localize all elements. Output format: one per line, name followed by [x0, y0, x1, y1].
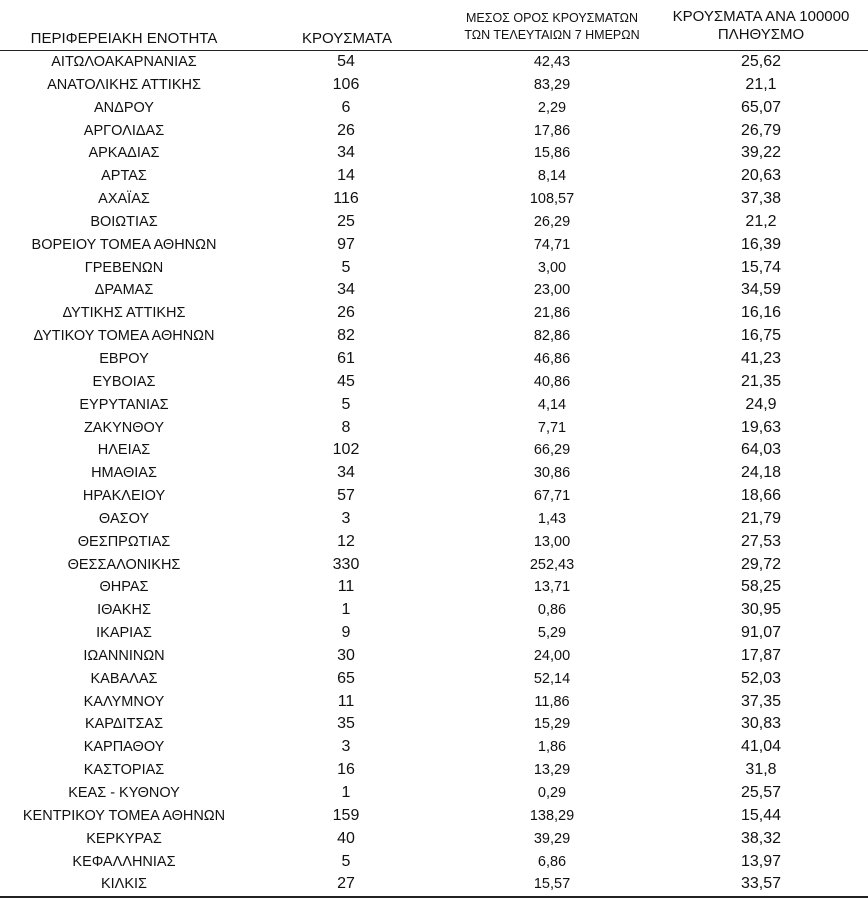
table-row — [0, 257, 868, 280]
row-cases-per-100000-cell: 52,03 — [740, 669, 782, 687]
row-cases-cell: 14 — [337, 167, 355, 185]
row-seven-day-average-cell: 7,71 — [537, 419, 567, 436]
table-row — [0, 211, 868, 234]
table-row — [0, 576, 868, 599]
row-seven-day-average-cell: 26,29 — [533, 213, 571, 230]
row-cases-per-100000-cell: 24,18 — [740, 464, 782, 482]
row-region-cell: ΒΟΡΕΙΟΥ ΤΟΜΕΑ ΑΘΗΝΩΝ — [31, 236, 217, 253]
row-region-cell: ΕΥΒΟΙΑΣ — [92, 373, 156, 390]
row-region-cell: ΖΑΚΥΝΘΟΥ — [83, 419, 165, 436]
row-cases-cell: 25 — [337, 212, 355, 230]
row-region-cell: ΕΥΡΥΤΑΝΙΑΣ — [79, 396, 169, 413]
row-seven-day-average-cell: 15,29 — [533, 716, 571, 733]
row-cases-cell: 106 — [332, 75, 360, 93]
row-cases-per-100000-cell: 16,39 — [740, 235, 782, 253]
row-seven-day-average-cell: 30,86 — [533, 465, 571, 482]
table-row — [0, 439, 868, 462]
row-region-cell: ΙΘΑΚΗΣ — [97, 602, 151, 619]
row-region-cell: ΙΚΑΡΙΑΣ — [96, 625, 152, 642]
row-cases-per-100000-cell: 91,07 — [740, 624, 782, 642]
row-region-cell: ΔΡΑΜΑΣ — [94, 282, 154, 299]
table-row — [0, 188, 868, 211]
row-cases-cell: 97 — [337, 235, 355, 253]
table-row — [0, 74, 868, 97]
table-row — [0, 485, 868, 508]
row-cases-cell: 5 — [341, 852, 351, 870]
header-per-line-1: ΚΡΟΥΣΜΑΤΑ ΑΝΑ 100000 — [672, 8, 850, 25]
table-row — [0, 782, 868, 805]
row-cases-cell: 9 — [341, 624, 351, 642]
row-cases-per-100000-cell: 15,44 — [740, 806, 782, 824]
row-seven-day-average-cell: 1,86 — [537, 739, 567, 756]
row-seven-day-average-cell: 15,86 — [533, 145, 571, 162]
row-region-cell: ΘΗΡΑΣ — [99, 579, 149, 596]
table-row — [0, 531, 868, 554]
table-row — [0, 51, 868, 74]
row-cases-cell: 5 — [341, 258, 351, 276]
row-region-cell: ΚΕΝΤΡΙΚΟΥ ΤΟΜΕΑ ΑΘΗΝΩΝ — [22, 807, 226, 824]
row-cases-per-100000-cell: 39,22 — [740, 144, 782, 162]
row-seven-day-average-cell: 0,86 — [537, 602, 567, 619]
row-cases-per-100000-cell: 27,53 — [740, 532, 782, 550]
row-region-cell: ΔΥΤΙΚΟΥ ΤΟΜΕΑ ΑΘΗΝΩΝ — [33, 328, 215, 345]
row-cases-per-100000-cell: 30,83 — [740, 715, 782, 733]
row-region-cell: ΑΝΑΤΟΛΙΚΗΣ ΑΤΤΙΚΗΣ — [47, 76, 201, 93]
row-seven-day-average-cell: 66,29 — [533, 442, 571, 459]
row-cases-cell: 34 — [337, 144, 355, 162]
row-cases-per-100000-cell: 31,8 — [745, 761, 777, 779]
table-row — [0, 736, 868, 759]
row-region-cell: ΚΑΡΔΙΤΣΑΣ — [84, 716, 164, 733]
row-cases-per-100000-cell: 20,63 — [740, 167, 782, 185]
table-row — [0, 668, 868, 691]
table-row — [0, 234, 868, 257]
row-region-cell: ΓΡΕΒΕΝΩΝ — [84, 259, 164, 276]
row-region-cell: ΚΑΡΠΑΘΟΥ — [83, 739, 165, 756]
table-row — [0, 371, 868, 394]
row-region-cell: ΗΛΕΙΑΣ — [97, 442, 151, 459]
row-cases-per-100000-cell: 26,79 — [740, 121, 782, 139]
row-region-cell: ΗΜΑΘΙΑΣ — [91, 465, 157, 482]
row-seven-day-average-cell: 0,29 — [537, 785, 567, 801]
row-seven-day-average-cell: 40,86 — [533, 373, 571, 390]
table-row — [0, 873, 868, 896]
row-seven-day-average-cell: 1,43 — [537, 510, 567, 527]
row-cases-per-100000-cell: 15,74 — [740, 258, 782, 276]
table-row — [0, 97, 868, 120]
row-cases-per-100000-cell: 33,57 — [740, 875, 782, 893]
row-cases-per-100000-cell: 25,57 — [740, 784, 782, 801]
table-row — [0, 142, 868, 165]
row-seven-day-average-cell: 52,14 — [533, 670, 571, 687]
row-cases-cell: 116 — [333, 190, 359, 208]
table-bottom-border — [0, 896, 868, 898]
table-row — [0, 713, 868, 736]
row-cases-per-100000-cell: 16,16 — [740, 304, 782, 322]
row-cases-per-100000-cell: 17,87 — [740, 646, 782, 664]
row-cases-cell: 26 — [337, 304, 355, 322]
table-row — [0, 120, 868, 143]
header-cases-per-100000 — [652, 8, 868, 44]
row-cases-cell: 159 — [332, 806, 360, 824]
row-seven-day-average-cell: 13,29 — [533, 762, 571, 779]
row-seven-day-average-cell: 23,00 — [533, 282, 571, 299]
row-cases-per-100000-cell: 18,66 — [740, 487, 782, 505]
row-cases-per-100000-cell: 19,63 — [740, 418, 782, 436]
row-cases-cell: 11 — [337, 692, 355, 710]
row-seven-day-average-cell: 252,43 — [529, 556, 575, 573]
row-cases-cell: 102 — [332, 441, 360, 459]
row-cases-per-100000-cell: 37,38 — [740, 190, 782, 208]
row-seven-day-average-cell: 8,14 — [537, 168, 567, 185]
row-cases-cell: 3 — [341, 738, 351, 756]
table-row — [0, 462, 868, 485]
row-region-cell: ΚΙΛΚΙΣ — [100, 876, 148, 893]
row-region-cell: ΚΑΛΥΜΝΟΥ — [83, 693, 165, 710]
header-seven-day-average — [445, 10, 659, 44]
table-row — [0, 417, 868, 440]
table-row — [0, 759, 868, 782]
table-row — [0, 851, 868, 874]
table-row — [0, 805, 868, 828]
row-region-cell: ΑΡΓΟΛΙΔΑΣ — [83, 122, 165, 139]
row-cases-per-100000-cell: 58,25 — [740, 578, 782, 596]
row-cases-cell: 5 — [341, 395, 351, 413]
row-cases-cell: 65 — [337, 669, 355, 687]
table-row — [0, 828, 868, 851]
row-cases-cell: 6 — [341, 98, 351, 116]
row-seven-day-average-cell: 21,86 — [533, 305, 571, 322]
row-seven-day-average-cell: 67,71 — [533, 488, 571, 505]
row-seven-day-average-cell: 6,86 — [537, 853, 567, 870]
row-cases-cell: 330 — [332, 555, 360, 573]
row-seven-day-average-cell: 39,29 — [533, 830, 571, 847]
row-region-cell: ΚΑΣΤΟΡΙΑΣ — [83, 762, 165, 779]
row-region-cell: ΚΕΡΚΥΡΑΣ — [86, 830, 162, 847]
row-seven-day-average-cell: 13,71 — [533, 579, 571, 596]
row-region-cell: ΑΧΑΪΑΣ — [98, 191, 150, 208]
row-cases-cell: 1 — [341, 784, 351, 801]
row-cases-per-100000-cell: 16,75 — [740, 327, 782, 345]
row-cases-per-100000-cell: 25,62 — [740, 53, 782, 70]
row-seven-day-average-cell: 13,00 — [533, 533, 571, 550]
row-region-cell: ΑΙΤΩΛΟΑΚΑΡΝΑΝΙΑΣ — [51, 54, 197, 70]
table-row — [0, 691, 868, 714]
row-cases-cell: 45 — [337, 372, 355, 390]
row-seven-day-average-cell: 4,14 — [537, 396, 567, 413]
table-row — [0, 622, 868, 645]
table-row — [0, 645, 868, 668]
table-row — [0, 165, 868, 188]
row-region-cell: ΘΕΣΠΡΩΤΙΑΣ — [77, 533, 171, 550]
row-cases-per-100000-cell: 38,32 — [740, 829, 782, 847]
table-header — [0, 0, 868, 51]
row-seven-day-average-cell: 11,86 — [534, 693, 570, 710]
row-cases-cell: 26 — [337, 121, 355, 139]
row-region-cell: ΔΥΤΙΚΗΣ ΑΤΤΙΚΗΣ — [62, 305, 186, 322]
row-cases-per-100000-cell: 21,2 — [745, 212, 777, 230]
row-cases-cell: 11 — [337, 578, 355, 596]
row-seven-day-average-cell: 17,86 — [533, 122, 571, 139]
row-cases-cell: 54 — [337, 53, 355, 70]
row-region-cell: ΚΕΑΣ - ΚΥΘΝΟΥ — [68, 785, 180, 801]
row-region-cell: ΗΡΑΚΛΕΙΟΥ — [82, 488, 166, 505]
row-cases-per-100000-cell: 37,35 — [740, 692, 782, 710]
row-cases-per-100000-cell: 64,03 — [740, 441, 782, 459]
row-cases-per-100000-cell: 30,95 — [740, 601, 782, 619]
row-region-cell: ΘΕΣΣΑΛΟΝΙΚΗΣ — [67, 556, 181, 573]
header-avg-line-2: ΤΩΝ ΤΕΛΕΥΤΑΙΩΝ 7 ΗΜΕΡΩΝ — [464, 27, 640, 42]
row-seven-day-average-cell: 42,43 — [533, 54, 571, 70]
row-cases-per-100000-cell: 24,9 — [745, 395, 777, 413]
row-cases-cell: 35 — [337, 715, 355, 733]
row-cases-cell: 82 — [337, 327, 355, 345]
table-row — [0, 302, 868, 325]
row-cases-per-100000-cell: 29,72 — [740, 555, 782, 573]
table-row — [0, 599, 868, 622]
row-cases-per-100000-cell: 34,59 — [740, 281, 782, 299]
row-seven-day-average-cell: 74,71 — [533, 236, 571, 253]
row-cases-per-100000-cell: 13,97 — [740, 852, 782, 870]
row-cases-cell: 34 — [337, 281, 355, 299]
row-cases-cell: 30 — [337, 646, 355, 664]
row-seven-day-average-cell: 5,29 — [537, 625, 567, 642]
row-cases-per-100000-cell: 21,79 — [740, 509, 782, 527]
row-cases-per-100000-cell: 65,07 — [740, 98, 782, 116]
row-region-cell: ΑΡΚΑΔΙΑΣ — [88, 145, 160, 162]
row-region-cell: ΚΑΒΑΛΑΣ — [90, 670, 158, 687]
row-cases-per-100000-cell: 21,1 — [745, 75, 777, 93]
row-seven-day-average-cell: 3,00 — [537, 259, 567, 276]
table-row — [0, 325, 868, 348]
row-cases-cell: 8 — [341, 418, 351, 436]
row-cases-cell: 61 — [337, 349, 355, 367]
header-region: ΠΕΡΙΦΕΡΕΙΑΚΗ ΕΝΟΤΗΤΑ — [30, 30, 218, 47]
row-cases-cell: 16 — [337, 761, 355, 779]
row-cases-cell: 57 — [337, 487, 355, 505]
row-cases-cell: 3 — [341, 509, 351, 527]
row-region-cell: ΚΕΦΑΛΛΗΝΙΑΣ — [72, 853, 176, 870]
row-cases-per-100000-cell: 41,23 — [740, 349, 782, 367]
row-cases-cell: 34 — [337, 464, 355, 482]
row-cases-cell: 12 — [337, 532, 355, 550]
table-row — [0, 508, 868, 531]
row-region-cell: ΘΑΣΟΥ — [98, 510, 150, 527]
row-seven-day-average-cell: 83,29 — [533, 76, 571, 93]
row-region-cell: ΑΝΔΡΟΥ — [94, 99, 154, 116]
row-seven-day-average-cell: 15,57 — [533, 876, 571, 893]
row-region-cell: ΙΩΑΝΝΙΝΩΝ — [83, 647, 165, 664]
row-region-cell: ΑΡΤΑΣ — [101, 168, 147, 185]
header-per-line-2: ΠΛΗΘΥΣΜΟ — [717, 26, 805, 43]
table-row — [0, 554, 868, 577]
row-cases-per-100000-cell: 41,04 — [740, 738, 782, 756]
table-row — [0, 394, 868, 417]
row-cases-per-100000-cell: 21,35 — [740, 372, 782, 390]
row-region-cell: ΕΒΡΟΥ — [99, 350, 149, 367]
row-seven-day-average-cell: 2,29 — [537, 99, 567, 116]
table-row — [0, 279, 868, 302]
row-seven-day-average-cell: 108,57 — [529, 191, 575, 208]
table-body — [0, 51, 868, 896]
row-seven-day-average-cell: 24,00 — [533, 647, 571, 664]
row-seven-day-average-cell: 82,86 — [533, 328, 571, 345]
row-cases-cell: 27 — [337, 875, 355, 893]
header-cases: ΚΡΟΥΣΜΑΤΑ — [302, 30, 392, 47]
row-seven-day-average-cell: 138,29 — [529, 807, 575, 824]
row-region-cell: ΒΟΙΩΤΙΑΣ — [90, 213, 158, 230]
row-seven-day-average-cell: 46,86 — [533, 350, 571, 367]
table-row — [0, 348, 868, 371]
header-avg-line-1: ΜΕΣΟΣ ΟΡΟΣ ΚΡΟΥΣΜΑΤΩΝ — [465, 11, 639, 25]
row-cases-cell: 1 — [341, 601, 351, 619]
row-cases-cell: 40 — [337, 829, 355, 847]
